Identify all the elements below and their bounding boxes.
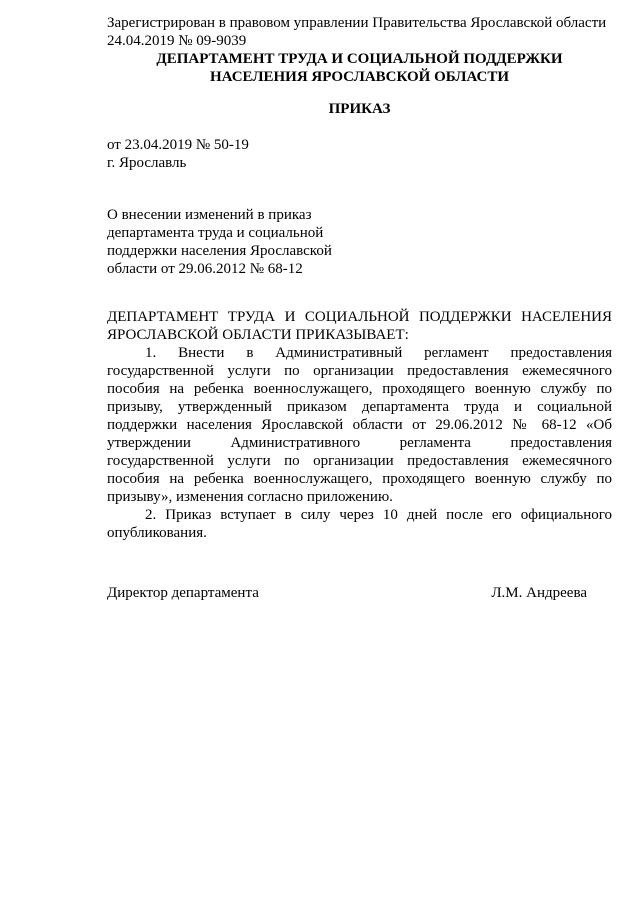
department-title-line-1: ДЕПАРТАМЕНТ ТРУДА И СОЦИАЛЬНОЙ ПОДДЕРЖКИ (156, 51, 563, 67)
signatory-role: Директор департамента (107, 585, 259, 601)
document-type-heading: ПРИКАЗ (328, 101, 391, 117)
department-title (107, 50, 612, 86)
order-item-1: 1. Внести в Административный регламент предоставления государственной услуги по организации предоставления ежемесячного пособия на ребенка военнослужащего, проходящего военную службу по призыву, утвержденный приказом департамента труда и социальной поддержки населения Ярославской области от 29.06.2012 № 68-12 «Об утверждении Административного регламента предоставления государственной услуги по организации предоставления ежемесячного пособия на ребенка военнослужащего, проходящего военную службу по призыву», изменения согласно приложению. (107, 345, 612, 505)
subject-line-3: поддержки населения Ярославской (107, 243, 332, 259)
order-city: г. Ярославль (107, 155, 187, 171)
registration-stamp (107, 14, 627, 50)
subject-line-2: департамента труда и социальной (107, 225, 324, 241)
subject-line-1: О внесении изменений в приказ (107, 207, 312, 223)
order-body (107, 344, 612, 542)
department-title-line-2: НАСЕЛЕНИЯ ЯРОСЛАВСКОЙ ОБЛАСТИ (209, 69, 510, 85)
order-date-number: от 23.04.2019 № 50-19 (107, 137, 249, 153)
signatory-name: Л.М. Андреева (491, 585, 587, 601)
registration-line-2: 24.04.2019 № 09-9039 (107, 33, 247, 49)
subject-line-4: области от 29.06.2012 № 68-12 (107, 261, 303, 277)
order-subject (107, 206, 347, 278)
order-preamble: ДЕПАРТАМЕНТ ТРУДА И СОЦИАЛЬНОЙ ПОДДЕРЖКИ НАСЕЛЕНИЯ ЯРОСЛАВСКОЙ ОБЛАСТИ ПРИКАЗЫВАЕТ: (107, 309, 612, 343)
registration-line-1: Зарегистрирован в правовом управлении Правительства Ярославской области (107, 15, 607, 31)
order-item-2: 2. Приказ вступает в силу через 10 дней после его официального опубликования. (107, 507, 612, 541)
